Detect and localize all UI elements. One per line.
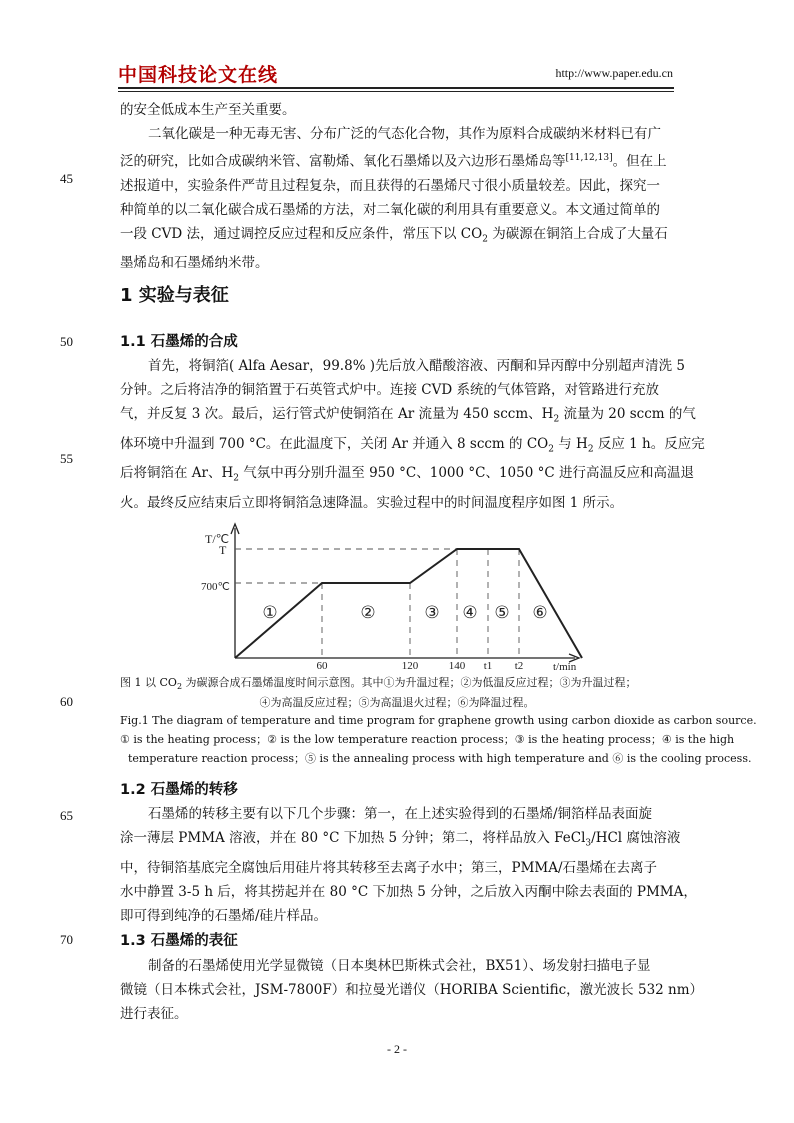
body-text: 后将铜箔在 Ar、H	[120, 465, 234, 482]
page-number: - 2 -	[387, 1042, 407, 1056]
figure-caption-en-2: ① is the heating process；② is the low temperature reaction process；③ is the heating process；④ is the high	[120, 733, 735, 746]
subscript: 2	[587, 444, 594, 455]
subsection-heading: 1.3 石墨烯的表征	[120, 933, 238, 949]
body-line: 微镜（日本株式会社，JSM-7800F）和拉曼光谱仪（HORIBA Scientific，激光波长 532 nm）	[120, 982, 704, 998]
body-text: 气氛中再分别升温至 950 °C、1000 °C、1050 °C 进行高温反应和高温退	[239, 465, 694, 482]
stage-label: ⑥	[532, 603, 548, 622]
x-axis-label: t/min	[553, 661, 577, 672]
transfer-paragraph	[120, 802, 697, 928]
body-line: 水中静置 3-5 h 后，将其捞起并在 80 °C 下加热 5 分钟，之后放入丙酮中除去表面的 PMMA，	[120, 883, 697, 900]
body-line	[120, 461, 694, 491]
figure-caption-en-3: temperature reaction process；⑤ is the annealing process with high temperature and ⑥ is the cooling process.	[128, 752, 752, 765]
body-line: 石墨烯的转移主要有以下几个步骤：第一，在上述实验得到的石墨烯/铜箔样品表面旋	[148, 806, 653, 822]
x-tick-label: 60	[316, 660, 328, 672]
intro-text: 为碳源在铜箔上合成了大量石	[487, 225, 668, 242]
line-number: 60	[60, 694, 73, 709]
intro-line: 二氧化碳是一种无毒无害、分布广泛的气态化合物，其作为原料合成碳纳米材料已有广	[148, 126, 661, 142]
figure-caption-cn-2: ④为高温反应过程；⑤为高温退火过程；⑥为降温过程。	[259, 696, 535, 709]
caption-text: 图 1 以 CO	[120, 676, 177, 689]
line-number: 45	[60, 171, 73, 186]
intro-text: 泛的研究，比如合成碳纳米管、富勒烯、氧化石墨烯以及六边形石墨烯岛等	[120, 153, 566, 170]
body-line: 制备的石墨烯使用光学显微镜（日本奥林巴斯株式会社，BX51）、场发射扫描电子显	[148, 958, 651, 974]
subscript: 2	[176, 682, 183, 692]
body-text: 流量为 20 sccm 的气	[559, 406, 696, 422]
body-line	[120, 432, 705, 462]
temperature-curve	[235, 549, 582, 658]
body-line	[120, 402, 696, 432]
subscript: 2	[233, 474, 240, 485]
intro-line: 种简单的以二氧化碳合成石墨烯的方法，对二氧化碳的利用具有重要意义。本文通过简单的	[120, 201, 660, 218]
subscript: 2	[553, 414, 560, 425]
body-line: 进行表征。	[120, 1006, 188, 1022]
intro-line	[120, 222, 674, 252]
y-axis-label: T/℃	[205, 532, 230, 546]
body-text: 涂一薄层 PMMA 溶液，并在 80 °C 下加热 5 分钟；第二，将样品放入 FeCl	[120, 830, 586, 846]
body-text: 体环境中升温到 700 °C。在此温度下，关闭 Ar 并通入 8 sccm 的 CO	[120, 435, 549, 452]
figure-caption-cn-1	[120, 673, 637, 696]
body-line: 分钟。之后将洁净的铜箔置于石英管式炉中。连接 CVD 系统的气体管路，对管路进行充放	[120, 382, 659, 398]
body-line: 火。最终反应结束后立即将铜箔急速降温。实验过程中的时间温度程序如图 1 所示。	[120, 495, 624, 512]
citation-ref: [11,12,13]	[565, 153, 613, 163]
body-line: 即可得到纯净的石墨烯/硅片样品。	[120, 907, 328, 924]
subscript: 2	[482, 234, 488, 245]
line-number: 55	[60, 451, 73, 466]
x-tick-label: t1	[483, 660, 493, 672]
line-number: 65	[60, 808, 73, 823]
intro-line	[120, 146, 674, 174]
temperature-time-chart	[195, 522, 615, 672]
header-rule-thin	[118, 91, 674, 92]
subsection-heading: 1.2 石墨烯的转移	[120, 782, 238, 798]
intro-paragraph	[120, 98, 674, 275]
stage-label: ④	[462, 603, 478, 622]
subscript: 2	[548, 444, 554, 455]
line-number: 70	[60, 932, 73, 947]
stage-label: ③	[424, 603, 440, 622]
body-text: /HCl 腐蚀溶液	[591, 830, 681, 846]
subsection-heading: 1.1 石墨烯的合成	[120, 334, 238, 350]
intro-text: 一段 CVD 法，通过调控反应过程和反应条件，常压下以 CO	[120, 225, 483, 242]
body-text: 气，并反复 3 次。最后，运行管式炉使铜箔在 Ar 流量为 450 sccm、H	[120, 406, 554, 422]
characterization-paragraph	[120, 954, 704, 1026]
figure-caption-en-1: Fig.1 The diagram of temperature and time program for graphene growth using carbon dioxide as carbon source.	[120, 714, 757, 727]
stage-label: ①	[262, 603, 278, 622]
site-url[interactable]: http://www.paper.edu.cn	[555, 66, 673, 80]
x-tick-label: 140	[448, 660, 466, 672]
body-line	[120, 826, 681, 856]
intro-line: 墨烯岛和石墨烯纳米带。	[120, 255, 269, 272]
body-line: 首先，将铜箔( Alfa Aesar，99.8% )先后放入醋酸溶液、丙酮和异丙醇中分别超声清洗 5	[148, 358, 685, 374]
site-logo: 中国科技论文在线	[118, 64, 279, 86]
header-rule	[118, 87, 674, 89]
stage-label: ⑤	[494, 603, 510, 622]
synthesis-paragraph	[120, 354, 705, 515]
stage-label: ②	[360, 603, 376, 622]
x-tick-label: t2	[514, 660, 524, 672]
caption-text: 为碳源合成石墨烯温度时间示意图。其中①为升温过程；②为低温反应过程；③为升温过程；	[182, 676, 637, 689]
intro-line: 的安全低成本生产至关重要。	[120, 102, 296, 118]
body-text: 与 H	[553, 435, 588, 452]
x-tick-label: 120	[401, 660, 419, 672]
y-tick-700: 700℃	[201, 581, 230, 593]
subscript: 3	[585, 838, 592, 849]
line-number: 50	[60, 334, 73, 349]
intro-line: 述报道中，实验条件严苛且过程复杂，而且获得的石墨烯尺寸很小质量较差。因此，探究一	[120, 177, 660, 194]
y-tick-T: T	[219, 543, 227, 557]
body-line: 中，待铜箔基底完全腐蚀后用硅片将其转移至去离子水中；第三，PMMA/石墨烯在去离子	[120, 859, 658, 876]
intro-text: 。但在上	[612, 153, 667, 170]
body-text: 反应 1 h。反应完	[593, 435, 705, 452]
section-heading: 1 实验与表征	[120, 285, 229, 306]
